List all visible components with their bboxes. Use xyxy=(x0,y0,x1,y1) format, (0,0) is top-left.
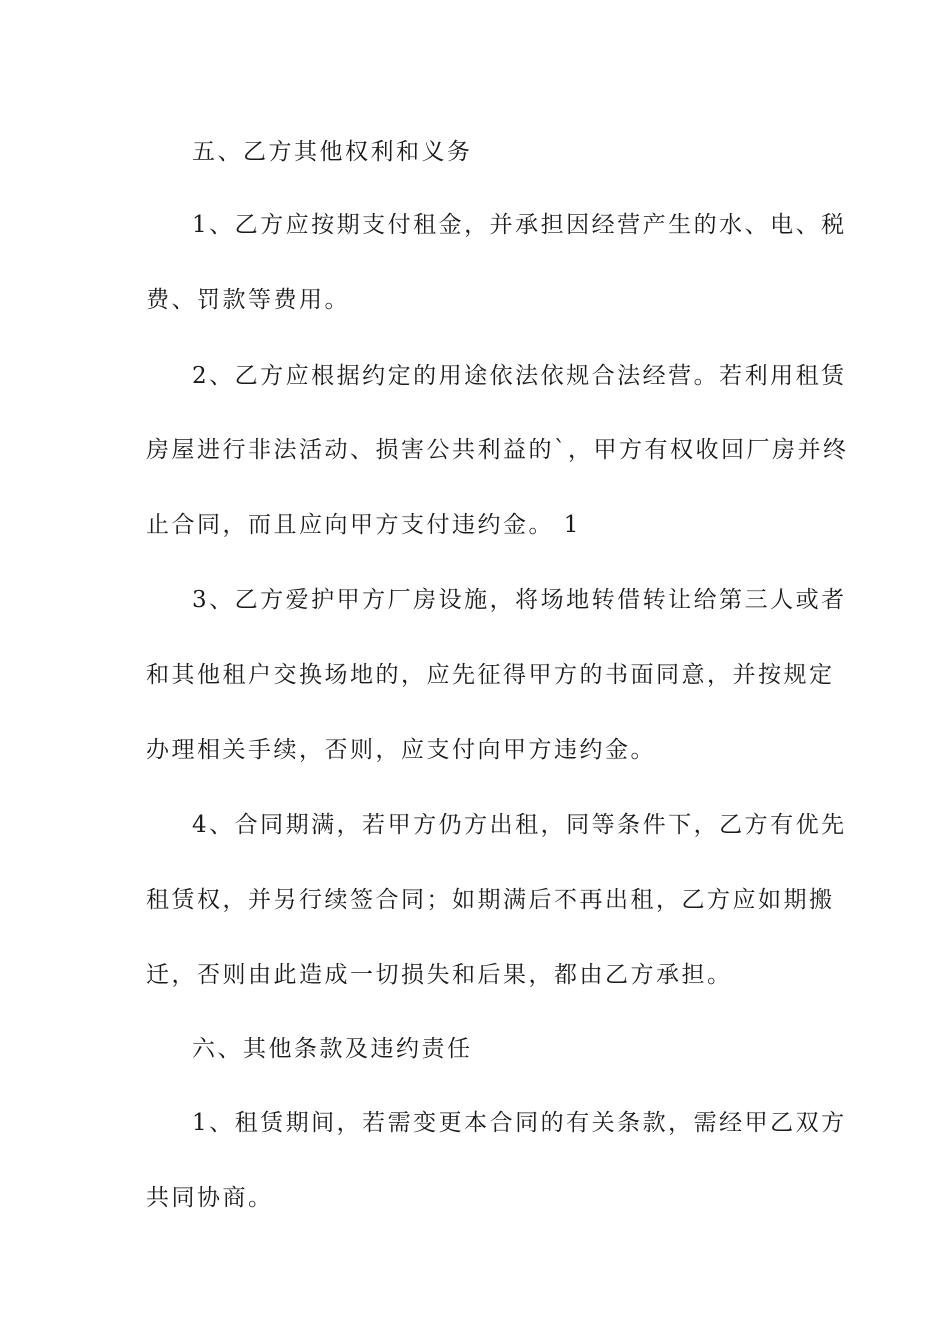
paragraph-line: 1、租赁期间，若需变更本合同的有关条款，需经甲乙双方 xyxy=(192,1110,847,1136)
paragraph-line: 共同协商。 xyxy=(146,1185,274,1211)
paragraph-line: 2、乙方应根据约定的用途依法依规合法经营。若利用租赁 xyxy=(192,363,847,389)
paragraph-line: 迁，否则由此造成一切损失和后果，都由乙方承担。 xyxy=(146,962,733,988)
paragraph-line: 1、乙方应按期支付租金，并承担因经营产生的水、电、税 xyxy=(192,212,847,238)
paragraph-line: 租赁权，并另行续签合同；如期满后不再出租，乙方应如期搬 xyxy=(146,887,835,913)
paragraph-line: 止合同，而且应向甲方支付违约金。 1 xyxy=(146,512,581,538)
paragraph-line: 办理相关手续，否则，应支付向甲方违约金。 xyxy=(146,737,656,763)
paragraph-line: 和其他租户交换场地的，应先征得甲方的书面同意，并按规定 xyxy=(146,662,835,688)
section-heading-5: 五、乙方其他权利和义务 xyxy=(192,139,473,165)
paragraph-line: 费、罚款等费用。 xyxy=(146,287,350,313)
paragraph-line: 3、乙方爱护甲方厂房设施，将场地转借转让给第三人或者 xyxy=(192,587,847,613)
section-heading-6: 六、其他条款及违约责任 xyxy=(192,1036,473,1062)
paragraph-line: 房屋进行非法活动、损害公共利益的`，甲方有权收回厂房并终 xyxy=(146,437,849,463)
paragraph-line: 4、合同期满，若甲方仍方出租，同等条件下，乙方有优先 xyxy=(192,812,847,838)
